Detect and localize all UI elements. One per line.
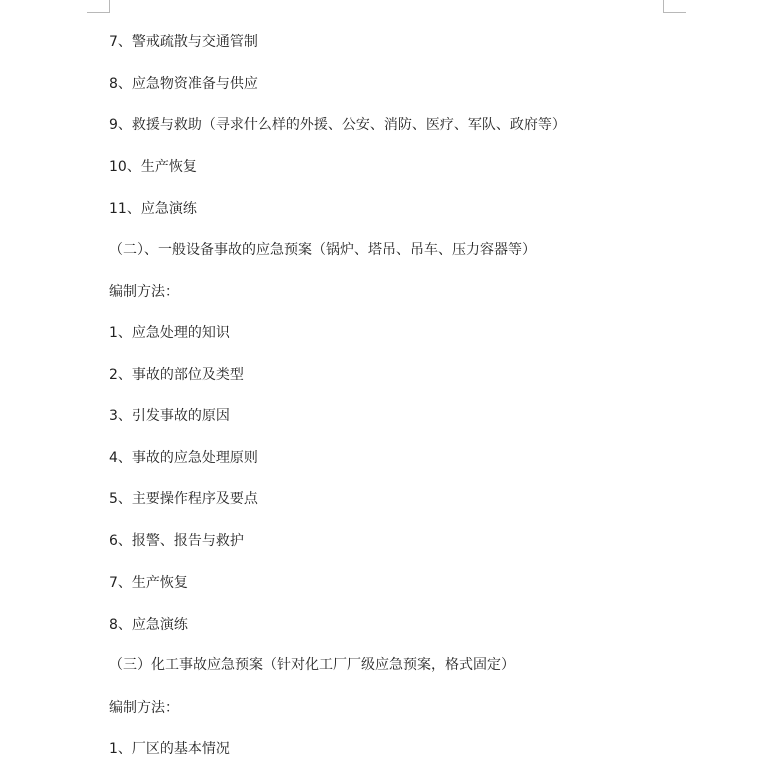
list-item: 3、引发事故的原因 (109, 408, 230, 424)
list-item: 8、应急演练 (109, 617, 188, 633)
section-heading: （三）化工事故应急预案（针对化工厂厂级应急预案，格式固定） (109, 657, 515, 673)
list-item: 10、生产恢复 (109, 159, 197, 175)
method-label: 编制方法： (109, 700, 179, 716)
list-item: 1、厂区的基本情况 (109, 741, 230, 757)
list-item: 11、应急演练 (109, 201, 197, 217)
list-item: 5、主要操作程序及要点 (109, 491, 258, 507)
method-label: 编制方法： (109, 284, 179, 300)
list-item: 6、报警、报告与救护 (109, 533, 244, 549)
list-item: 2、事故的部位及类型 (109, 367, 244, 383)
list-item: 7、警戒疏散与交通管制 (109, 34, 258, 50)
list-item: 9、救援与救助（寻求什么样的外援、公安、消防、医疗、军队、政府等） (109, 117, 566, 133)
list-item: 8、应急物资准备与供应 (109, 76, 258, 92)
list-item: 1、应急处理的知识 (109, 325, 230, 341)
list-item: 4、事故的应急处理原则 (109, 450, 258, 466)
section-heading: （二）、一般设备事故的应急预案（锅炉、塔吊、吊车、压力容器等） (109, 242, 536, 258)
list-item: 7、生产恢复 (109, 575, 188, 591)
